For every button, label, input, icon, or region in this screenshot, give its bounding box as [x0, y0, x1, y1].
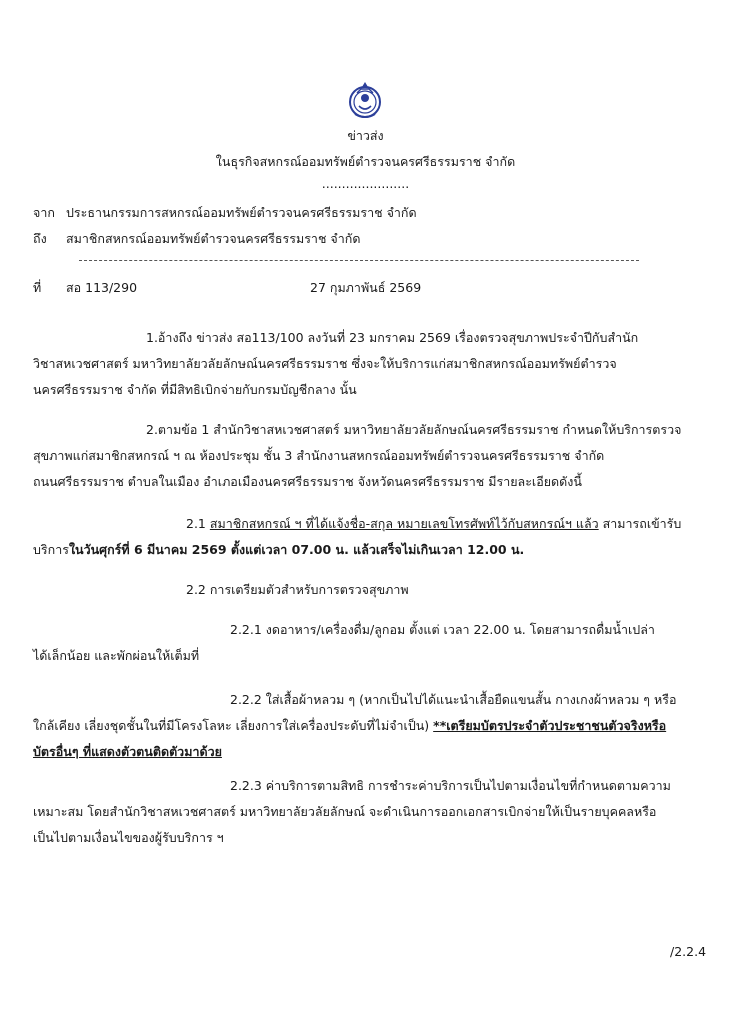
item-2-2-3-line1: 2.2.3 ค่าบริการตามสิทธิ การชำระค่าบริการเป็นไปตามเงื่อนไขที่กำหนดตามความ: [230, 778, 671, 793]
page-continuation: /2.2.4: [670, 944, 707, 959]
ref-label: ที่: [33, 280, 42, 295]
from-text: ประธานกรรมการสหกรณ์ออมทรัพย์ตำรวจนครศรีธรรมราช จำกัด: [66, 205, 417, 220]
ref-date: 27 กุมภาพันธ์ 2569: [310, 280, 422, 295]
item-2-2-1-line2: ได้เล็กน้อย และพักผ่อนให้เต็มที่: [33, 648, 200, 663]
item-2-1-prefix: 2.1: [186, 516, 210, 531]
to-label: ถึง: [33, 231, 47, 246]
item-2-1-line1: [186, 514, 681, 534]
item-2-2-2-line1: 2.2.2 ใส่เสื้อผ้าหลวม ๆ (หากเป็นไปได้แนะนำเสื้อยืดแขนสั้น กางเกงผ้าหลวม ๆ หรือ: [230, 692, 677, 707]
title-dots: ......................: [321, 176, 410, 191]
item-2-2-heading: 2.2 การเตรียมตัวสำหรับการตรวจสุขภาพ: [186, 582, 409, 597]
para2-line3: ถนนศรีธรรมราช ตำบลในเมือง อำเภอเมืองนครศรีธรรมราช จังหวัดนครศรีธรรมราช มีรายละเอียดดังนี้: [33, 474, 582, 489]
item-2-2-2-line3: บัตรอื่นๆ ที่แสดงตัวตนติดตัวมาด้วย: [33, 744, 222, 759]
to-text: สมาชิกสหกรณ์ออมทรัพย์ตำรวจนครศรีธรรมราช จำกัด: [66, 231, 361, 246]
item-2-1-line2: [33, 540, 524, 560]
item-2-1-underlined: สมาชิกสหกรณ์ ฯ ที่ได้แจ้งชื่อ-สกุล หมายเลขโทรศัพท์ไว้กับสหกรณ์ฯ แล้ว: [209, 516, 599, 531]
divider-line: [79, 260, 639, 261]
item-2-2-2-id-card: **เตรียมบัตรประจำตัวประชาชนตัวจริงหรือ: [433, 718, 667, 733]
ref-number: สอ 113/290: [66, 280, 138, 295]
item-2-2-3-line2: เหมาะสม โดยสำนักวิชาสหเวชศาสตร์ มหาวิทยาลัยวลัยลักษณ์ จะดำเนินการออกเอกสารเบิกจ่ายให้เป็นรายบุคคลหรือ: [33, 804, 657, 819]
item-2-2-2-line2: [33, 716, 666, 736]
item-2-1-suffix: สามารถเข้ารับ: [598, 516, 682, 531]
memo-subtitle: ในธุรกิจสหกรณ์ออมทรัพย์ตำรวจนครศรีธรรมราช จำกัด: [215, 154, 516, 169]
item-2-2-3-line3: เป็นไปตามเงื่อนไขของผู้รับบริการ ฯ: [33, 830, 224, 845]
para2-line2: สุขภาพแก่สมาชิกสหกรณ์ ฯ ณ ห้องประชุม ชั้น 3 สำนักงานสหกรณ์ออมทรัพย์ตำรวจนครศรีธรรมราช จำกัด: [33, 448, 605, 463]
memo-title: ข่าวส่ง: [347, 128, 384, 143]
from-label: จาก: [33, 205, 55, 220]
para1-line2: วิชาสหเวชศาสตร์ มหาวิทยาลัยวลัยลักษณ์นครศรีธรรมราช ซึ่งจะให้บริการแก่สมาชิกสหกรณ์ออมทรัพย์ตำรวจ: [33, 356, 617, 371]
item-2-2-1-line1: 2.2.1 งดอาหาร/เครื่องดื่ม/ลูกอม ตั้งแต่ เวลา 22.00 น. โดยสามารถดื่มน้ำเปล่า: [230, 622, 655, 637]
para1-line1: 1.อ้างถึง ข่าวส่ง สอ113/100 ลงวันที่ 23 มกราคม 2569 เรื่องตรวจสุขภาพประจำปีกับสำนัก: [146, 330, 639, 345]
item-2-1-date-time: ในวันศุกร์ที่ 6 มีนาคม 2569 ตั้งแต่เวลา 07.00 น. แล้วเสร็จไม่เกินเวลา 12.00 น.: [68, 542, 525, 557]
item-2-1-service: บริการ: [33, 542, 69, 557]
para1-line3: นครศรีธรรมราช จำกัด ที่มีสิทธิเบิกจ่ายกับกรมบัญชีกลาง นั้น: [33, 382, 357, 397]
item-2-2-2-attire: ใกล้เคียง เลี่ยงชุดชั้นในที่มีโครงโลหะ เลี่ยงการใส่เครื่องประดับที่ไม่จำเป็น): [33, 718, 434, 733]
police-emblem-icon: [347, 80, 383, 120]
para2-line1: 2.ตามข้อ 1 สำนักวิชาสหเวชศาสตร์ มหาวิทยาลัยวลัยลักษณ์นครศรีธรรมราช กำหนดให้บริการตรวจ: [146, 422, 682, 437]
